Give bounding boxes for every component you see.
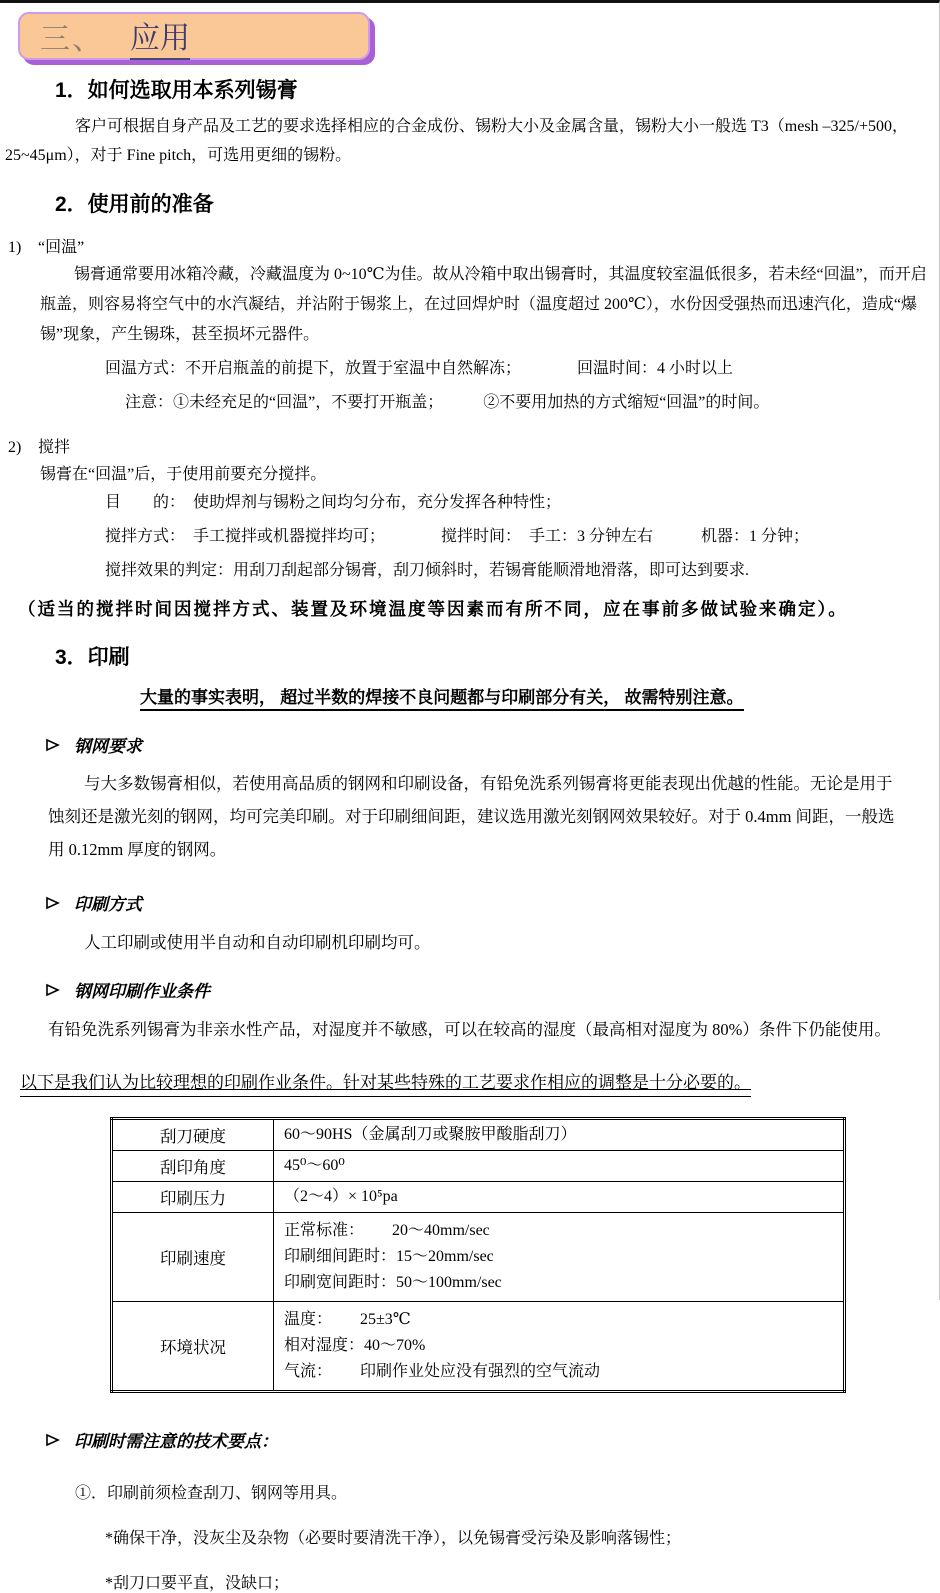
subheading-label: 印刷方式 — [74, 895, 142, 914]
list-item-stir — [8, 434, 939, 457]
table-row — [112, 1151, 845, 1182]
table-row — [112, 1182, 845, 1213]
paragraph-printing-conditions: 有铅免洗系列锡膏为非亲水性产品，对湿度并不敏感，可以在较高的湿度（最高相对湿度为 80%）条件下仍能使用。 — [48, 1020, 891, 1039]
subheading-label: 钢网要求 — [74, 737, 142, 756]
paragraph-rewarm: 锡膏通常要用冰箱冷藏，冷藏温度为 0~10℃为佳。故从冷箱中取出锡膏时，其温度较室温低很多，若未经“回温”，而开启瓶盖，则容易将空气中的水汽凝结，并沾附于锡浆上，在过回焊炉时（温度超过 200℃），水份因受强热而迅速汽化，造成“爆锡”现象，产生锡珠，甚至损坏元器件。 — [40, 266, 927, 343]
subheading-printing-method — [45, 890, 939, 915]
table-row — [112, 1302, 845, 1392]
list-item-title: “回温” — [38, 239, 85, 256]
line-squeegee-straight: *刮刀口要平直，没缺口； — [105, 1575, 290, 1592]
arrow-bullet-icon — [45, 896, 60, 910]
printing-key-notice-text: 大量的事实表明， 超过半数的焊接不良问题都与印刷部分有关， 故需特别注意。 — [140, 688, 744, 711]
ideal-conditions-text: 以下是我们认为比较理想的印刷作业条件。针对某些特殊的工艺要求作相应的调整是十分必要的。 — [20, 1073, 751, 1097]
line-stir-judge: 搅拌效果的判定：用刮刀刮起部分锡膏，刮刀倾斜时，若锡膏能顺滑地滑落，即可达到要求. — [105, 562, 750, 579]
cell-value: 印刷宽间距时：50～100mm/sec — [284, 1274, 502, 1291]
subheading-printing-conditions — [45, 977, 939, 1002]
row-label: 印刷速度 — [112, 1213, 274, 1302]
heading-printing: 3．印刷 — [55, 646, 130, 669]
arrow-bullet-icon — [45, 1433, 60, 1447]
subheading-printing-key-points — [45, 1427, 939, 1452]
cell-value: 气流： 印刷作业处应没有强烈的空气流动 — [284, 1363, 601, 1380]
paragraph-select-paste: 客户可根据自身产品及工艺的要求选择相应的合金成份、锡粉大小及金属含量，锡粉大小一般选 T3（mesh –325/+500，25~45μm），对于 Fine pitch，可选用更细的锡粉。 — [5, 118, 909, 164]
line-printing-key-notice — [140, 683, 939, 708]
subheading-stencil-requirements — [45, 732, 939, 757]
paragraph-printing-method: 人工印刷或使用半自动和自动印刷机印刷均可。 — [84, 933, 431, 952]
row-label: 刮印角度 — [112, 1151, 274, 1182]
list-marker: 2) — [8, 439, 22, 456]
list-item-rewarm — [8, 234, 939, 257]
line-stir-method: 搅拌方式： 手工搅拌或机器搅拌均可； 搅拌时间： 手工：3 分钟左右 机器：1 分钟； — [105, 528, 810, 545]
cell-value: 60～90HS（金属刮刀或聚胺甲酸脂刮刀） — [284, 1126, 577, 1143]
subheading-label: 印刷时需注意的技术要点： — [74, 1432, 278, 1451]
line-keep-clean: *确保干净，没灰尘及杂物（必要时要清洗干净），以免锡膏受污染及影响落锡性； — [105, 1530, 682, 1547]
paragraph-stir: 锡膏在“回温”后，于使用前要充分搅拌。 — [40, 466, 327, 483]
row-label: 印刷压力 — [112, 1182, 274, 1213]
table-row — [112, 1213, 845, 1302]
line-ideal-conditions — [20, 1068, 939, 1093]
line-rewarm-note: 注意：①未经充足的“回温”，不要打开瓶盖； ②不要用加热的方式缩短“回温”的时间。 — [125, 394, 770, 411]
arrow-bullet-icon — [45, 983, 60, 997]
cell-value: 正常标准： 20～40mm/sec — [284, 1222, 490, 1239]
line-check-tools: ①．印刷前须检查刮刀、钢网等用具。 — [75, 1485, 348, 1502]
table-row — [112, 1119, 845, 1151]
line-stir-caution: （适当的搅拌时间因搅拌方式、装置及环境温度等因素而有所不同，应在事前多做试验来确定）。 — [18, 599, 848, 619]
subheading-label: 钢网印刷作业条件 — [74, 982, 210, 1001]
line-rewarm-method: 回温方式：不开启瓶盖的前提下，放置于室温中自然解冻； 回温时间：4 小时以上 — [105, 360, 734, 377]
cell-value: （2～4）× 10⁵pa — [284, 1188, 398, 1205]
banner-section-number: 三、 — [40, 23, 104, 56]
heading-select-paste: 1．如何选取用本系列锡膏 — [55, 79, 298, 102]
row-label: 刮刀硬度 — [112, 1119, 274, 1151]
paragraph-stencil-requirements: 与大多数锡膏相似，若使用高品质的钢网和印刷设备，有铅免洗系列锡膏将更能表现出优越的性能。无论是用于蚀刻还是激光刻的钢网，均可完美印刷。对于印刷细间距，建议选用激光刻钢网效果较好。对于 0.4mm 间距，一般选用 0.12mm 厚度的钢网。 — [48, 774, 895, 859]
line-stir-purpose: 目 的： 使助焊剂与锡粉之间均匀分布，充分发挥各种特性； — [105, 494, 562, 511]
cell-value: 相对湿度：40～70% — [284, 1337, 426, 1354]
heading-preparation: 2．使用前的准备 — [55, 193, 214, 216]
arrow-bullet-icon — [45, 738, 60, 752]
list-item-title: 搅拌 — [38, 439, 71, 456]
list-marker: 1) — [8, 239, 22, 256]
cell-value: 温度： 25±3℃ — [284, 1311, 411, 1328]
banner-section-title: 应用 — [130, 13, 190, 60]
cell-value: 印刷细间距时：15～20mm/sec — [284, 1248, 494, 1265]
section-banner — [18, 12, 370, 60]
printing-conditions-table — [110, 1117, 846, 1393]
cell-value: 45⁰～60⁰ — [284, 1157, 345, 1174]
row-label: 环境状况 — [112, 1302, 274, 1392]
